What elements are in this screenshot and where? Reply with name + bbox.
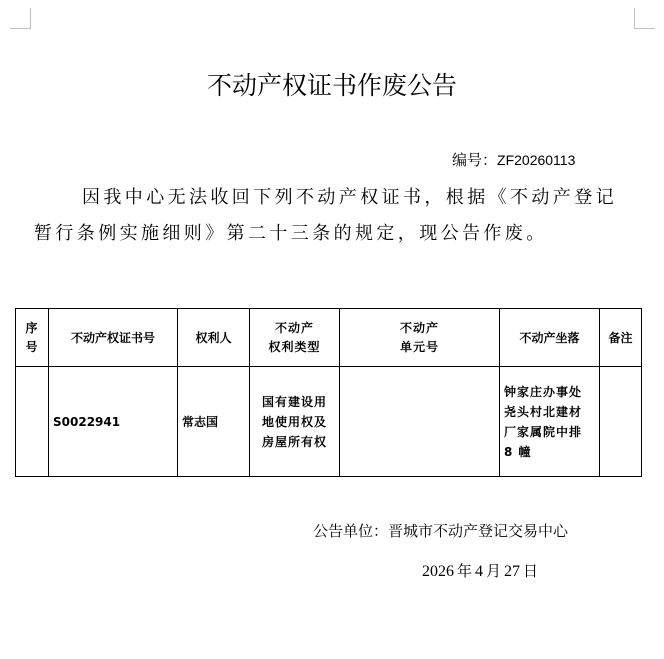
issuing-organization: 公告单位：晋城市不动产登记交易中心 <box>313 522 569 540</box>
document-number-label: 编号： <box>452 151 498 169</box>
table-row <box>16 367 642 477</box>
page-corner-mark-top-left <box>10 8 31 29</box>
table-header-row <box>16 309 642 367</box>
cell-right-type: 国有建设用 地使用权及 房屋所有权 <box>250 367 340 477</box>
notice-date <box>422 560 541 581</box>
header-remarks: 备注 <box>600 309 642 367</box>
date-year-unit: 年 <box>457 562 473 580</box>
cell-location: 钟家庄办事处 尧头村北建材 厂家属院中排 8 幢 <box>500 367 600 477</box>
header-location: 不动产坐落 <box>500 309 600 367</box>
header-unit-no: 不动产 单元号 <box>340 309 500 367</box>
date-month-unit: 月 <box>486 562 502 580</box>
voided-certificates-table <box>15 308 642 477</box>
notice-body <box>34 180 617 252</box>
header-right-type: 不动产 权利类型 <box>250 309 340 367</box>
cell-seq <box>16 367 49 477</box>
date-year: 2026 <box>422 563 454 580</box>
date-day: 27 <box>504 563 521 580</box>
document-number <box>452 149 575 170</box>
header-owner: 权利人 <box>178 309 250 367</box>
notice-body-line-2: 暂行条例实施细则》第二十三条的规定，现公告作废。 <box>34 223 548 244</box>
cell-cert-no: S0022941 <box>49 367 178 477</box>
page-title: 不动产权证书作废公告 <box>206 71 457 100</box>
header-cert-no: 不动产权证书号 <box>49 309 178 367</box>
page-corner-mark-top-right <box>634 8 655 29</box>
cell-unit-no <box>340 367 500 477</box>
date-day-unit: 日 <box>523 562 539 580</box>
header-seq: 序 号 <box>16 309 49 367</box>
notice-body-line-1: 因我中心无法收回下列不动产权证书，根据《不动产登记 <box>82 187 617 208</box>
cell-owner: 常志国 <box>178 367 250 477</box>
document-number-value: ZF20260113 <box>497 152 576 168</box>
cell-remarks <box>600 367 642 477</box>
date-month: 4 <box>475 563 484 580</box>
